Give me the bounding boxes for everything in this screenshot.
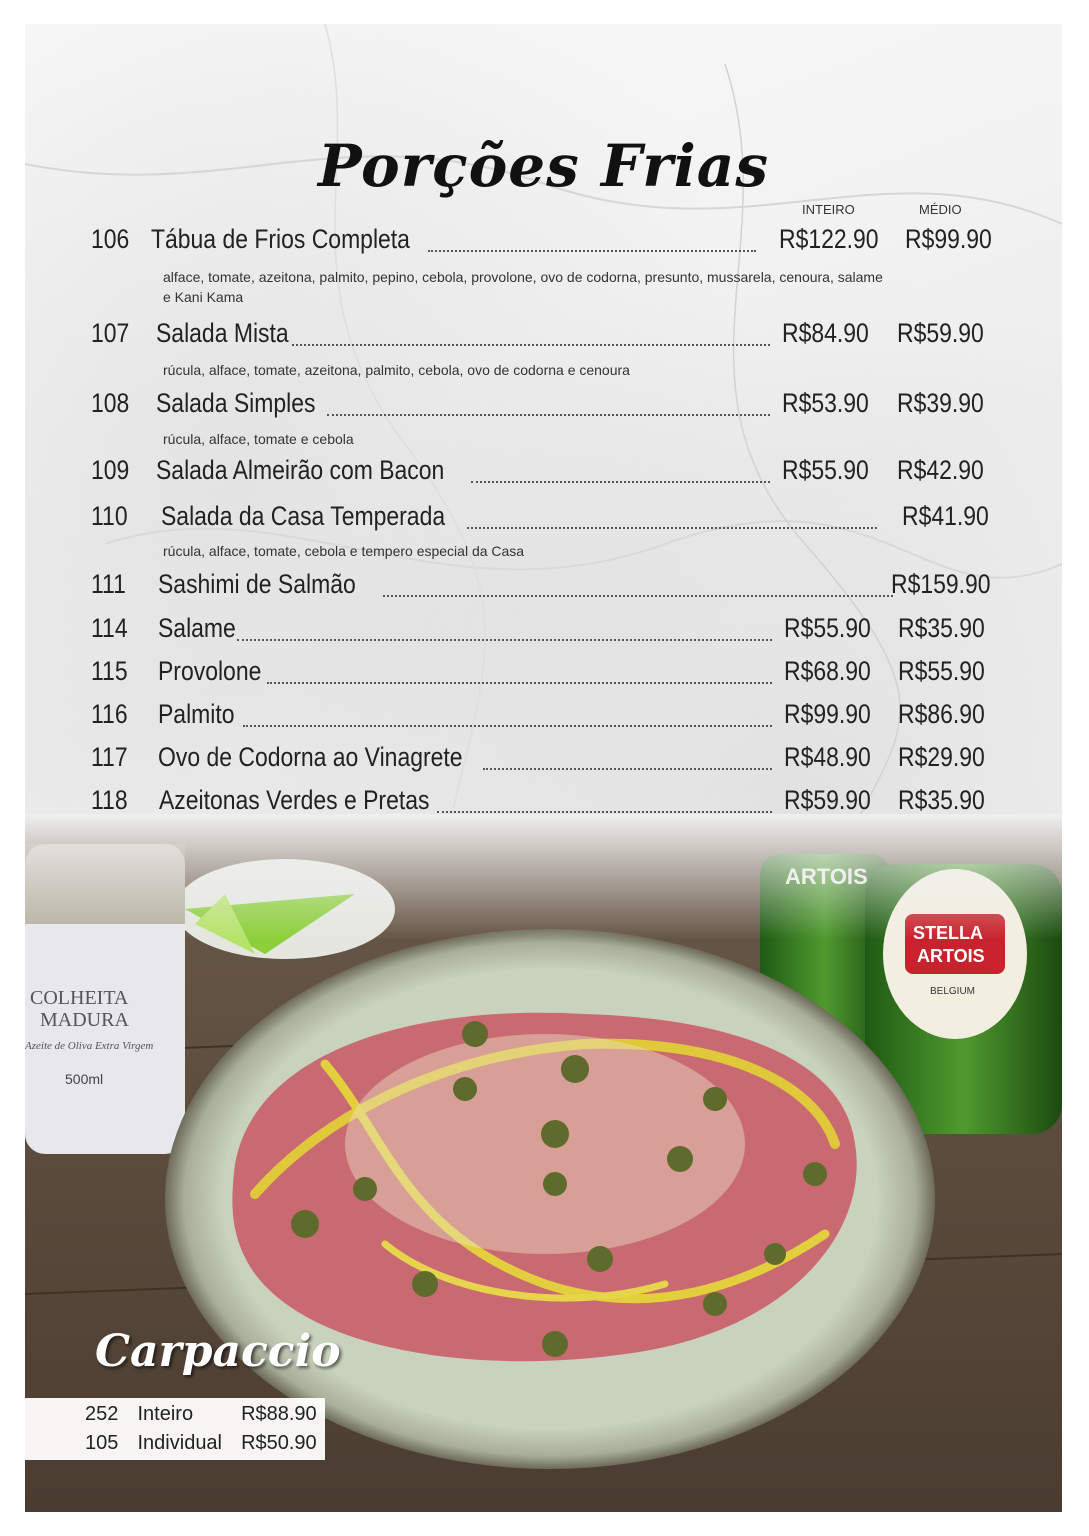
price-medio: R$55.90 [898,656,985,686]
menu-item [25,501,1062,541]
price-inteiro: R$68.90 [784,656,871,686]
price-inteiro: R$55.90 [782,455,869,485]
carpaccio-price: R$50.90 [241,1432,317,1454]
item-name: Salada da Casa Temperada [161,501,446,531]
menu-item [25,785,1062,825]
menu-item [25,455,1062,495]
carpaccio-price: R$88.90 [241,1403,317,1425]
price-medio: R$29.90 [898,742,985,772]
carpaccio-line [85,1432,317,1455]
item-number: 114 [91,613,128,643]
dot-leader [243,725,772,727]
carpaccio-label: Inteiro [137,1403,194,1425]
item-description: rúcula, alface, tomate e cebola [163,431,354,447]
price-medio: R$42.90 [897,455,984,485]
price-medio: R$99.90 [905,224,992,254]
menu-item [25,656,1062,696]
carpaccio-number: 105 [85,1432,119,1454]
price-inteiro: R$53.90 [782,388,869,418]
price-medio: R$35.90 [898,785,985,815]
item-number: 115 [91,656,128,686]
dot-leader [292,344,770,346]
menu-item [25,742,1062,782]
item-number: 107 [91,318,130,348]
item-number: 106 [91,224,130,254]
item-number: 116 [91,699,128,729]
price-medio: R$159.90 [891,569,991,599]
item-name: Salada Simples [156,388,316,418]
item-name: Salada Mista [156,318,289,348]
carpaccio-title: Carpaccio [95,1326,341,1377]
carpaccio-label: Individual [137,1432,223,1454]
page-title: Porções Frias [317,132,770,200]
item-number: 109 [91,455,130,485]
item-number: 118 [91,785,128,815]
item-description: alface, tomate, azeitona, palmito, pepino, cebola, provolone, ovo de codorna, presunto, mussarela, cenoura, salame e Kani Kama [163,269,883,305]
item-name: Palmito [158,699,235,729]
item-name: Ovo de Codorna ao Vinagrete [158,742,463,772]
item-name: Sashimi de Salmão [158,569,356,599]
item-number: 110 [91,501,128,531]
menu-item [25,699,1062,739]
item-name: Salada Almeirão com Bacon [156,455,445,485]
dot-leader [483,768,772,770]
item-number: 111 [91,569,126,599]
price-inteiro: R$122.90 [779,224,879,254]
item-name: Provolone [158,656,262,686]
menu-page [25,24,1062,1512]
price-inteiro: R$59.90 [784,785,871,815]
price-medio: R$41.90 [902,501,989,531]
price-inteiro: R$99.90 [784,699,871,729]
item-name: Salame [158,613,236,643]
item-name: Azeitonas Verdes e Pretas [159,785,430,815]
menu-item [25,569,1062,609]
column-header-medio: MÉDIO [919,202,962,217]
item-number: 117 [91,742,128,772]
item-description: rúcula, alface, tomate, cebola e tempero especial da Casa [163,543,525,559]
price-inteiro: R$48.90 [784,742,871,772]
column-header-inteiro: INTEIRO [802,202,855,217]
menu-item [25,388,1062,428]
dot-leader [267,682,772,684]
price-inteiro: R$84.90 [782,318,869,348]
carpaccio-number: 252 [85,1403,119,1425]
dot-leader [428,250,756,252]
price-medio: R$59.90 [897,318,984,348]
dot-leader [471,481,770,483]
dot-leader [467,527,877,529]
menu-item [25,613,1062,653]
menu-item [25,318,1062,358]
item-number: 108 [91,388,130,418]
price-medio: R$35.90 [898,613,985,643]
dot-leader [327,414,770,416]
price-medio: R$39.90 [897,388,984,418]
price-inteiro: R$55.90 [784,613,871,643]
carpaccio-price-box [25,1398,325,1460]
price-medio: R$86.90 [898,699,985,729]
item-description: rúcula, alface, tomate, azeitona, palmito, cebola, ovo de codorna e cenoura [163,362,630,378]
carpaccio-line [85,1403,317,1426]
menu-item [25,224,1062,264]
dot-leader [383,595,893,597]
dot-leader [237,639,772,641]
dot-leader [437,811,772,813]
item-name: Tábua de Frios Completa [151,224,410,254]
